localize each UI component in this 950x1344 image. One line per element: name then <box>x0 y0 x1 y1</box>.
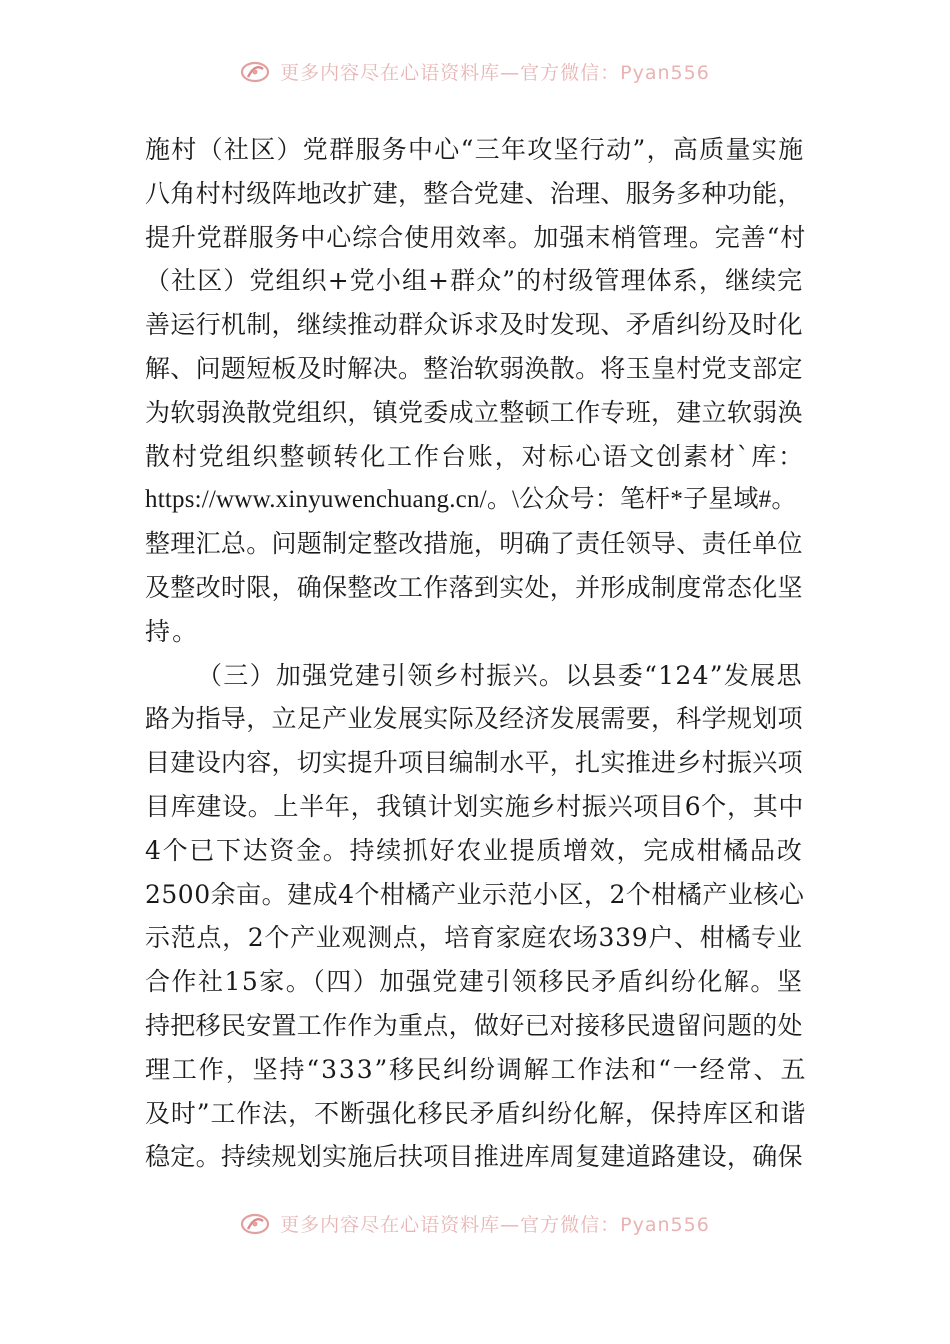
section-heading-line: （三）加强党建引领乡村振兴。以县委“124”发展思 <box>197 660 803 690</box>
header-watermark-text: 更多内容尽在心语资料库—官方微信：Pyan556 <box>280 62 710 84</box>
text-line: 合作社15家。（四）加强党建引领移民矛盾纠纷化解。坚 <box>145 967 804 997</box>
text-line: 施村（社区）党群服务中心“三年攻坚行动”，高质量实施 <box>145 135 805 164</box>
text-line: 善运行机制，继续推动群众诉求及时发现、矛盾纠纷及时化 <box>145 310 803 340</box>
text-line: 散村党组织整顿转化工作台账，对标心语文创素材`库： <box>145 441 806 471</box>
footer-watermark-text: 更多内容尽在心语资料库—官方微信：Pyan556 <box>280 1214 710 1236</box>
watermark-logo-icon <box>240 60 270 84</box>
footer-watermark <box>0 1210 950 1237</box>
paragraph <box>145 654 807 1180</box>
watermark-logo-icon <box>240 1212 270 1236</box>
text-line: 为软弱涣散党组织，镇党委成立整顿工作专班，建立软弱涣 <box>145 397 803 427</box>
text-line: 稳定。持续规划实施后扶项目推进库周复建道路建设，确保 <box>145 1142 803 1172</box>
text-line: 持。 <box>145 616 200 646</box>
text-line: 4个已下达资金。持续抓好农业提质增效，完成柑橘品改 <box>145 835 804 865</box>
text-line: 目建设内容，切实提升项目编制水平，扎实推进乡村振兴项 <box>145 748 803 778</box>
text-line: 及整改时限，确保整改工作落到实处，并形成制度常态化坚 <box>145 572 803 602</box>
text-line: 路为指导，立足产业发展实际及经济发展需要，科学规划项 <box>145 704 803 734</box>
text-line: 示范点，2个产业观测点，培育家庭农场339户、柑橘专业 <box>145 923 803 953</box>
header-watermark <box>0 58 950 85</box>
paragraph <box>145 128 807 654</box>
text-line: 提升党群服务中心综合使用效率。加强末梢管理。完善“村 <box>145 222 807 252</box>
url-line: https://www.xinyuwenchuang.cn/。\公众号：笔杆*子星域#。 <box>145 486 797 514</box>
text-line: 解、问题短板及时解决。整治软弱涣散。将玉皇村党支部定 <box>145 353 803 383</box>
text-line: 及时”工作法，不断强化移民矛盾纠纷化解，保持库区和谐 <box>145 1098 807 1128</box>
text-line: 持把移民安置工作作为重点，做好已对接移民遗留问题的处 <box>145 1010 803 1040</box>
document-body <box>145 128 807 1179</box>
text-line: 八角村村级阵地改扩建，整合党建、治理、服务多种功能， <box>145 178 803 208</box>
text-line: 整理汇总。问题制定整改措施，明确了责任领导、责任单位 <box>145 529 803 559</box>
text-line: 理工作，坚持“333”移民纠纷调解工作法和“一经常、五 <box>145 1054 808 1084</box>
text-line: （社区）党组织+党小组+群众”的村级管理体系，继续完 <box>145 266 804 296</box>
text-line: 目库建设。上半年，我镇计划实施乡村振兴项目6个，其中 <box>145 791 805 821</box>
text-line: 2500余亩。建成4个柑橘产业示范小区，2个柑橘产业核心 <box>145 879 805 909</box>
